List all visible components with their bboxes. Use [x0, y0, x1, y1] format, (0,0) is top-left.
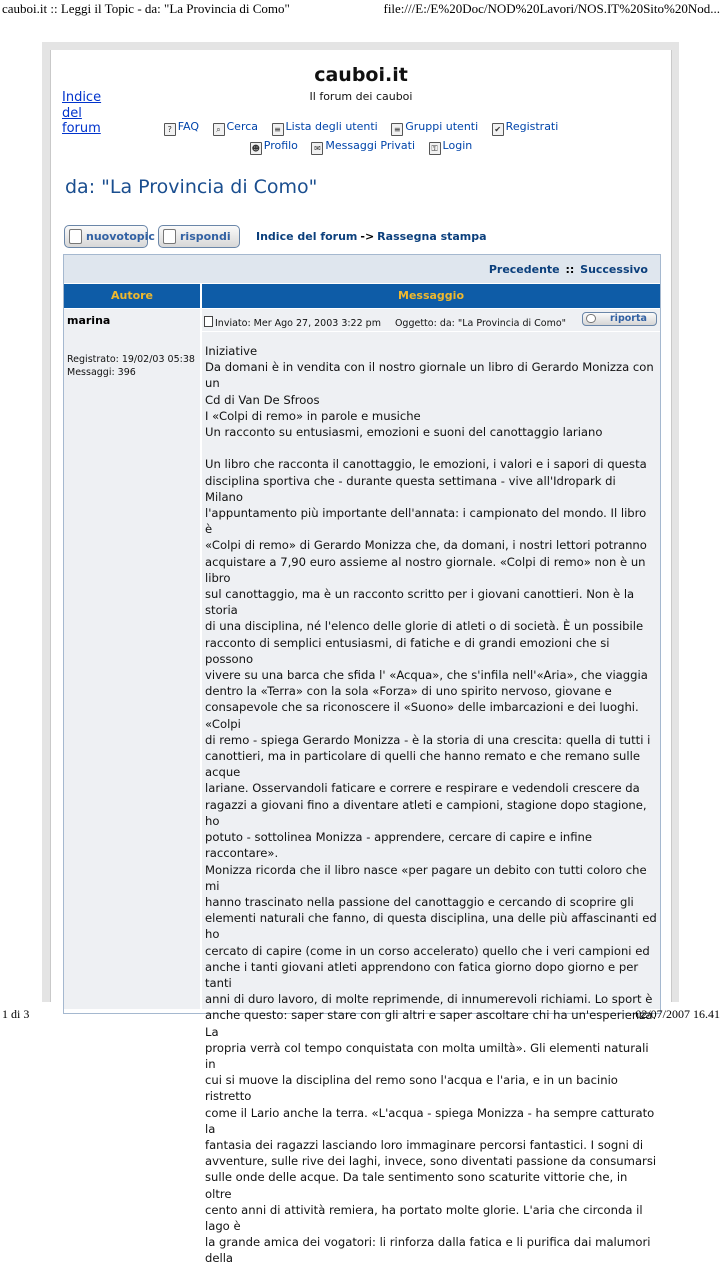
nav-register-label: Registrati: [505, 120, 559, 133]
post-line: Da domani è in vendita con il nostro giornale un libro di Gerardo Monizza con un: [205, 360, 654, 391]
nav-faq[interactable]: [164, 120, 199, 136]
new-topic-icon: [69, 229, 82, 244]
print-page-number: 1 di 3: [2, 1007, 30, 1021]
post-divider: [202, 331, 660, 332]
nav-memberlist[interactable]: [272, 120, 378, 136]
nav-memberlist-label: Lista degli utenti: [285, 120, 378, 133]
reply-button[interactable]: [158, 225, 240, 248]
print-page-url: file:///E:/E%20Doc/NOD%20Lavori/NOS.IT%20Sito%20Nod...: [383, 1, 720, 16]
post-body: [205, 343, 657, 1267]
question-icon: ?: [164, 123, 176, 136]
quote-icon: [586, 314, 596, 323]
nav-login-label: Login: [442, 139, 473, 152]
private-messages-icon: ✉: [311, 142, 323, 155]
post-subject: Oggetto: da: "La Provincia di Como": [394, 318, 567, 329]
profile-icon: ☻: [251, 144, 260, 153]
post-message-cell: [202, 309, 660, 1266]
nav-private-messages-label: Messaggi Privati: [325, 139, 416, 152]
new-topic-label: nuovotopic: [86, 230, 155, 243]
prev-next-separator: ::: [565, 263, 575, 276]
post-line: fantasia dei ragazzi lasciando loro immaginare percorsi fantastici. I sogni di: [205, 1137, 644, 1152]
nav-private-messages[interactable]: [311, 139, 415, 155]
reply-icon: [163, 229, 176, 244]
post-line: vivere su una barca che sfida l' «Acqua», che s'infila nell'«Aria», che viaggia: [205, 668, 648, 683]
post-line: dentro la «Terra» con la sola «Forza» di uno spirito nervoso, giovane e: [205, 684, 612, 699]
post-line: ragazzi a giovani fino a diventare atleti e campioni, stagione dopo stagione, ho: [205, 797, 647, 828]
post-line: racconto di semplici entusiasmi, di fatiche e di grandi emozioni che si possono: [205, 635, 610, 666]
post-line: [205, 440, 657, 456]
nav-row-user: [51, 139, 671, 155]
post-line: cento anni di attività remiera, ha portato molte glorie. L'aria che circonda il lago è: [205, 1202, 643, 1233]
post-line: Un libro che racconta il canottaggio, le emozioni, i valori e i sapori di questa: [205, 457, 647, 472]
post-line: canottieri, ma in particolare di quelli che hanno remato e che remano sulle acque: [205, 749, 640, 780]
post-author-cell: [64, 309, 200, 1009]
post-line: disciplina sportiva che - durante questa settimana - vive all'Idropark di Milano: [205, 473, 616, 504]
usergroups-icon: ≡: [391, 123, 403, 136]
post-line: anche questo: saper stare con gli altri e saper ascoltare chi ha un'esperienza. La: [205, 1008, 657, 1039]
author-column-header: Autore: [64, 284, 200, 308]
post-line: come il Lario anche la terra. «L'acqua - spiega Monizza - ha sempre catturato la: [205, 1105, 655, 1136]
prev-next-bar: [64, 255, 660, 284]
post-icon: [204, 316, 213, 327]
post-line: di una disciplina, né l'elenco delle glorie di atleti o di società. È un possibile: [205, 619, 644, 634]
post-line: consapevole che sa riconoscere il «Suono» delle imbarcazioni e dei luoghi. «Colpi: [205, 700, 639, 731]
nav-profile[interactable]: [250, 139, 298, 155]
post-date: Inviato: Mer Ago 27, 2003 3:22 pm: [215, 318, 381, 329]
memberlist-icon: ≡: [272, 123, 284, 136]
print-page-title: cauboi.it :: Leggi il Topic - da: "La Provincia di Como": [2, 1, 290, 16]
post-line: cui si muove la disciplina del remo sono l'acqua e l'aria, e in un bacinio ristretto: [205, 1073, 618, 1104]
nav-usergroups[interactable]: [391, 120, 478, 136]
next-topic-link[interactable]: Successivo: [580, 263, 648, 276]
forum-page: [50, 50, 672, 1266]
post-line: anni di duro lavoro, di molte reprimende, di innumerevoli richiami. Lo sport è: [205, 992, 653, 1007]
author-message-count: Messaggi: 396: [67, 367, 136, 378]
post-line: acquistare a 7,90 euro assieme al nostro giornale. «Colpi di remo» non è un libro: [205, 554, 646, 585]
login-icon: ⚿: [429, 142, 441, 155]
print-header: [0, 0, 724, 20]
quote-button[interactable]: [582, 312, 657, 326]
post-meta: [204, 316, 566, 329]
post-line: avventure, sulle rive dei laghi, invece, sono diventati passione da consumarsi: [205, 1154, 657, 1169]
search-icon: ⌕: [213, 123, 225, 136]
nav-profile-label: Profilo: [263, 139, 298, 152]
post-line: Monizza ricorda che il libro nasce «per pagare un debito con tutti coloro che mi: [205, 862, 647, 893]
forum-index-link[interactable]: Indice del forum: [62, 90, 102, 136]
breadcrumb: [256, 230, 487, 243]
post-line: Un racconto su entusiasmi, emozioni e suoni del canottaggio lariano: [205, 425, 603, 440]
post-line: sulle onde delle acque. Da tale sentimento sono scaturite vittorie che, in oltre: [205, 1170, 628, 1201]
topic-title[interactable]: da: "La Provincia di Como": [65, 176, 318, 198]
nav-register[interactable]: [492, 120, 559, 136]
post-line: potuto - sottolinea Monizza - apprendere, cercare di capire e infine raccontare».: [205, 830, 593, 861]
site-title: cauboi.it: [314, 64, 408, 86]
reply-label: rispondi: [180, 230, 231, 243]
post-line: Iniziative: [205, 344, 258, 358]
post-line: lariane. Osservandoli faticare e correre e respirare e vedendoli crescere da: [205, 781, 640, 796]
post-author-name: marina: [67, 314, 111, 327]
nav-login[interactable]: [429, 139, 473, 155]
post-line: anche i tanti giovani atleti apprendono con fatica giorno dopo giorno e per tanti: [205, 959, 639, 990]
print-footer: [0, 1007, 724, 1023]
post-line: «Colpi di remo» di Gerardo Monizza che, da domani, i nostri lettori potranno: [205, 538, 647, 553]
prev-next-links: [489, 263, 648, 276]
quote-label: riporta: [610, 313, 647, 324]
site-description: Il forum dei cauboi: [309, 90, 413, 103]
post-line: l'appuntamento più importante dell'annata: i campionato del mondo. Il libro è: [205, 506, 647, 537]
post-line: Cd di Van De Sfroos: [205, 392, 320, 407]
post-line: sul canottaggio, ma è un racconto scritto per i giovani canottieri. Non è la storia: [205, 587, 635, 618]
post-line: hanno trascinato nella passione del canottaggio e cercando di scoprire gli: [205, 894, 634, 909]
nav-faq-label: FAQ: [177, 120, 199, 133]
breadcrumb-arrow: ->: [360, 230, 375, 243]
post-line: cercato di capire (come in un corso accelerato) quello che i veri campioni ed: [205, 943, 650, 958]
post-line: propria verrà col tempo conquistata con molta umiltà». Gli elementi naturali in: [205, 1040, 649, 1071]
nav-row-main: [51, 120, 671, 136]
nav-usergroups-label: Gruppi utenti: [405, 120, 479, 133]
breadcrumb-forum[interactable]: Rassegna stampa: [377, 230, 487, 243]
nav-search-label: Cerca: [226, 120, 259, 133]
nav-search[interactable]: [213, 120, 259, 136]
new-topic-button[interactable]: [64, 225, 155, 248]
previous-topic-link[interactable]: Precedente: [488, 263, 560, 276]
post-line: la grande amica dei vogatori: li rinforza dalla fatica e li purifica dai malumori della: [205, 1235, 651, 1266]
message-column-header: Messaggio: [202, 284, 660, 308]
print-date: 02/07/2007 16.41: [635, 1007, 720, 1021]
topic-table: [63, 254, 661, 1266]
post-line: I «Colpi di remo» in parole e musiche: [205, 408, 421, 423]
post-line: elementi naturali che fanno, di questa disciplina, una delle più affascinanti ed ho: [205, 911, 657, 942]
register-icon: ✔: [492, 123, 504, 136]
post-line: di remo - spiega Gerardo Monizza - è la storia di una crescita: quella di tutti i: [205, 732, 651, 747]
breadcrumb-forum-index[interactable]: Indice del forum: [256, 230, 358, 243]
author-registered: Registrato: 19/02/03 05:38: [67, 354, 195, 365]
